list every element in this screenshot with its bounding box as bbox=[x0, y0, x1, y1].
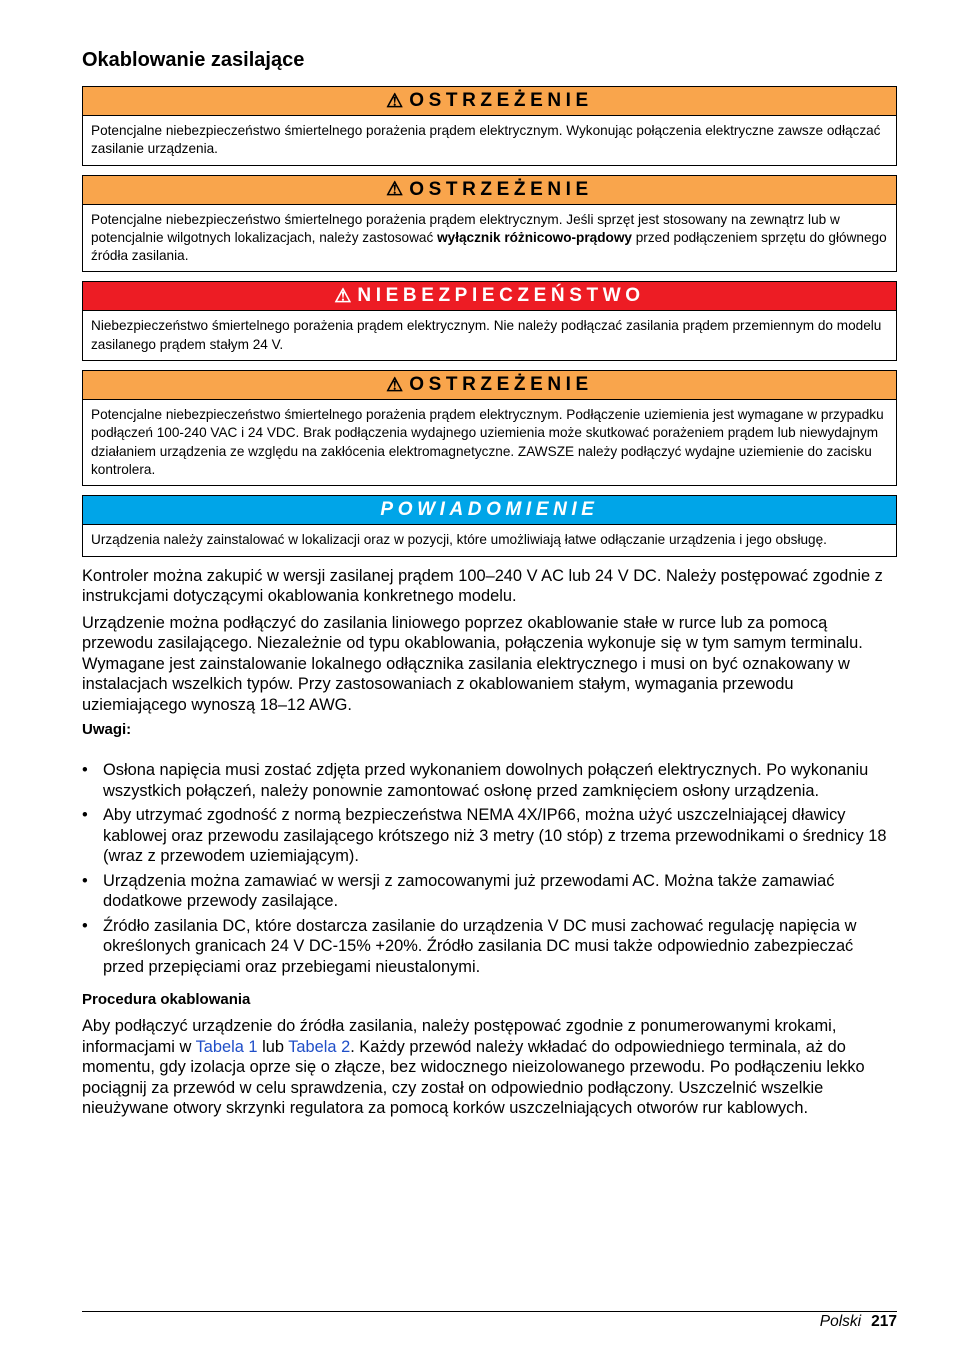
list-item bbox=[82, 760, 897, 801]
bullet: • bbox=[82, 871, 88, 890]
warning-header bbox=[83, 87, 896, 116]
body-paragraph-2: Urządzenie można podłączyć do zasilania liniowego poprzez okablowanie stałe w rurce lub za pomocą przewodu zasilającego. Niezależnie od typu okablowania, połączenia wykonuje się w tym samym terminalu. Wymagane jest zainstalowanie lokalnego odłącznika zasilania elektrycznego i musi on być oznakowany w instalacjach wszelkich typów. Przy zastosowaniach z okablowaniem stałym, wymagania przewodu uziemiającego wynoszą 18–12 AWG. bbox=[82, 613, 863, 714]
warning-triangle-icon: ⚠ bbox=[386, 179, 404, 201]
warning-text bbox=[83, 205, 896, 272]
footer-divider bbox=[82, 1311, 897, 1312]
notice-box bbox=[82, 495, 897, 556]
bullet: • bbox=[82, 916, 88, 935]
list-item bbox=[82, 871, 897, 912]
notes-label: Uwagi: bbox=[82, 721, 132, 739]
warning-text: Potencjalne niebezpieczeństwo śmiertelnego porażenia prądem elektrycznym. Wykonując połączenia elektryczne zawsze odłączać zasilanie urządzenia. bbox=[91, 123, 881, 157]
notice-text: Urządzenia należy zainstalować w lokalizacji oraz w pozycji, które umożliwiają łatwe odłączanie urządzenia i jego obsługę. bbox=[91, 532, 827, 548]
page-footer bbox=[820, 1312, 897, 1332]
procedure-heading: Procedura okablowania bbox=[82, 991, 251, 1009]
body-paragraph-1: Kontroler można zakupić w wersji zasilanej prądem 100–240 V AC lub 24 V DC. Należy postępować zgodnie z instrukcjami dotyczącymi okablowania konkretnego modelu. bbox=[82, 566, 883, 606]
bullet: • bbox=[82, 806, 88, 825]
procedure-paragraph bbox=[82, 1016, 897, 1119]
warning-header bbox=[83, 371, 896, 400]
footer-language: Polski bbox=[819, 1313, 862, 1330]
table-2-link[interactable]: Tabela 2 bbox=[288, 1037, 351, 1056]
warning-header bbox=[83, 176, 896, 205]
warning-box-1 bbox=[82, 86, 897, 166]
list-item bbox=[82, 916, 897, 978]
warning-triangle-icon: ⚠ bbox=[334, 285, 352, 307]
warning-text: Potencjalne niebezpieczeństwo śmiertelnego porażenia prądem elektrycznym. Podłączenie uziemienia jest wymagane w przypadku podłączeń 100-240 VAC i 24 VDC. Brak podłączenia wydajnego uziemienia może skutkować porażeniem prądem lub niewydajnym działaniem urządzenia ze względu na zakłócenia elektromagnetyczne. ZAWSZE należy podłączyć wydajne uziemienie do zacisku kontrolera. bbox=[91, 407, 884, 477]
warning-label: OSTRZEŻENIE bbox=[409, 374, 593, 396]
list-item-text: Aby utrzymać zgodność z normą bezpieczeństwa NEMA 4X/IP66, można użyć uszczelniającej dławicy kablowej oraz przewodu zasilającego krótszego niż 3 metry (10 stóp) z trzema przewodnikami o średnicy 18 (wraz z przewodem uziemiającym). bbox=[103, 806, 887, 866]
warning-box-3 bbox=[82, 370, 897, 486]
warning-box-2 bbox=[82, 175, 897, 273]
procedure-text: Aby podłączyć urządzenie do źródła zasilania, należy postępować zgodnie z ponumerowanymi krokami, informacjami w bbox=[82, 1017, 837, 1056]
list-item-text: Osłona napięcia musi zostać zdjęta przed wykonaniem dowolnych połączeń elektrycznych. Po wykonaniu wszystkich połączeń, należy ponownie zamontować osłonę przed zamknięciem osłony urządzenia. bbox=[103, 761, 869, 800]
warning-triangle-icon: ⚠ bbox=[386, 90, 404, 112]
table-1-link[interactable]: Tabela 1 bbox=[195, 1037, 258, 1056]
warning-text-part: przed podłączeniem sprzętu do głównego źródła zasilania. bbox=[91, 229, 887, 264]
list-item bbox=[82, 805, 897, 867]
warning-label: OSTRZEŻENIE bbox=[409, 178, 593, 200]
warning-text-bold: wyłącznik różnicowo-prądowy bbox=[437, 229, 632, 245]
notice-label: POWIADOMIENIE bbox=[380, 499, 599, 521]
procedure-text: . Każdy przewód należy wkładać do odpowiedniego terminala, aż do momentu, gdy izolacja oprze się o złącze, bez widocznego nieizolowanego przewodu. Po podłączeniu lekko pociągnij za przewód w celu sprawdzenia, czy został on odpowiednio podłączony. Uszczelnić wszelkie nieużywane otwory skrzynki regulatora za pomocą korków uszczelniających otworów rur kablowych. bbox=[82, 1037, 865, 1118]
danger-header bbox=[83, 282, 896, 311]
list-item-text: Źródło zasilania DC, które dostarcza zasilanie do urządzenia V DC musi zachować regulację napięcia w określonych granicach 24 V DC-15% +20%. Źródło zasilania DC musi także odpowiednio zabezpieczać przed przepięciami oraz przebiegami nieustalonymi. bbox=[103, 916, 857, 976]
warning-triangle-icon: ⚠ bbox=[386, 374, 404, 396]
section-heading: Okablowanie zasilające bbox=[82, 49, 305, 71]
notes-list bbox=[82, 760, 897, 977]
procedure-text: lub bbox=[257, 1037, 289, 1056]
page-number: 217 bbox=[871, 1313, 897, 1330]
bullet: • bbox=[82, 761, 88, 780]
danger-label: NIEBEZPIECZEŃSTWO bbox=[357, 285, 645, 307]
list-item-text: Urządzenia można zamawiać w wersji z zamocowanymi już przewodami AC. Można także zamawiać dodatkowe przewody zasilające. bbox=[103, 871, 835, 911]
warning-text-part: Potencjalne niebezpieczeństwo śmiertelnego porażenia prądem elektrycznym. Jeśli sprzęt jest stosowany na zewnątrz lub w potencjalnie wilgotnych lokalizacjach, należy zastosować bbox=[91, 211, 840, 245]
warning-label: OSTRZEŻENIE bbox=[409, 90, 593, 111]
danger-box bbox=[82, 281, 897, 361]
page-content bbox=[82, 44, 897, 1125]
notice-header bbox=[83, 496, 896, 525]
danger-text: Niebezpieczeństwo śmiertelnego porażenia prądem elektrycznym. Nie należy podłączać zasilania prądem przemiennym do modelu zasilanego prądem stałym 24 V. bbox=[91, 318, 882, 352]
